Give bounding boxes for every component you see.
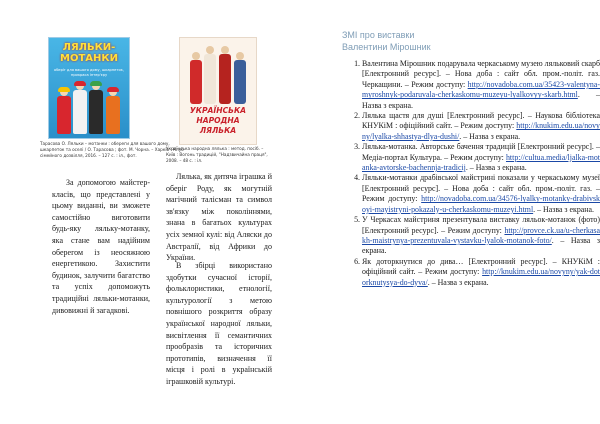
source-text: Валентина Мірошник подарувала черкаському музею ляльковий скарб [Електронний ресурс]. – Нова доба : сайт обл. пром.-політ. газ. Черкащини. – Режим доступу: xyxy=(362,59,600,89)
source-item xyxy=(362,111,600,142)
doll-illustration xyxy=(73,82,87,134)
source-link[interactable]: http://novadoba.com.ua/34576-lyalky-motanky-drabivskoyi-mayistryni-pokazaly-u-cherkaskomu-muzeyi.html xyxy=(362,194,600,214)
doll-illustration xyxy=(106,88,120,134)
book-annotation: В збірці використано здобутки сучасної історії, фольклористики, етнології, культурології з метою повнішого розкриття образу української народної ляльки, висвітлення її семантичних прообразів та історичних прототипів, визначення її місця і ролі в українській іграшковій культурі. xyxy=(166,261,272,386)
cover-title: УКРАЇНСЬКА НАРОДНА ЛЯЛЬКА xyxy=(189,106,247,135)
source-link[interactable]: http://novadoba.com.ua/35423-valentyna-myroshnyk-podaruvala-cherkaskomu-muzeyu-lyalkovyy-skarb.html xyxy=(362,79,600,100)
source-link[interactable]: http://provce.ck.ua/u-cherkasakh-maistrynya-prezentuvala-vystavku-lyalok-motanok-foto/ xyxy=(362,225,600,245)
source-item xyxy=(362,59,600,111)
source-item xyxy=(362,257,600,288)
book-cover-ukrainska-lyalka xyxy=(179,37,257,145)
source-item xyxy=(362,173,600,215)
book-caption: Українська народна лялька : метод. посіб. – Київ : Вогонь традицій, "Надзвичайна праця", 2008. – 48 с. : іл. xyxy=(166,146,268,163)
book-cover-lyalky-motanky xyxy=(48,37,130,139)
source-tail: . – Назва з екрана. xyxy=(533,204,594,214)
dolls-illustration xyxy=(190,44,246,104)
source-text: У Черкасах майстриня презентувала виставку ляльок-мотанок (фото) [Електронний ресурс]. – Режим доступу: xyxy=(362,215,600,235)
book-annotation: Лялька, як дитяча іграшка й оберіг Роду, як могутній магічний талісман та символ зв'язку між поколіннями, знана в багатьох культурах усіх земної кулі: від Аляски до Австралії, від Африки до України. xyxy=(166,172,272,263)
source-tail: . – Назва з екрана. xyxy=(362,235,600,256)
source-text: Як доторкнутися до дива… [Електронний ресурс]. – КНУКіМ : офіційний сайт. – Режим доступу: xyxy=(362,256,600,277)
source-tail: . – Назва з екрана. xyxy=(465,163,527,173)
source-item xyxy=(362,142,600,173)
book-annotation: За допомогою майстер-класів, що представлені у цьому виданні, ви зможете самостійно виготовити будь-яку ляльку-мотанку, яка стане вам надійним оберегом із неосяжною енергетикою. Захистити будинок, залучити багатство та успіх допоможуть традиційні ляльки-мотанки, дивовижні й загадкові. xyxy=(52,178,150,315)
doll-illustration xyxy=(57,88,71,134)
source-item xyxy=(362,215,600,257)
source-link[interactable]: http://cultua.media/ljalka-motanka-avtorske-bachennja-tradicij xyxy=(362,152,600,173)
source-text: Ляльки-мотанки драбівської майстрині показали у черкаському музеї [Електронний ресурс]. – Нова доба : сайт обл. пром.-політ. газ. – Режим доступу: xyxy=(362,173,600,204)
source-text: Лялька щастя для душі [Електронний ресурс]. – Наукова бібліотека КНУКіМ : офіційний сайт. – Режим доступу: xyxy=(362,111,600,131)
source-text: Лялька-мотанка. Авторське бачення традицій [Електронний ресурс]. – Медіа-портал Культура. – Режим доступу: xyxy=(362,142,600,162)
source-link[interactable]: http://knukim.edu.ua/novyny/lyalka-shhastya-dlya-dushi/ xyxy=(362,121,600,141)
source-link[interactable]: http://knukim.edu.ua/novyny/yak-dotorknutysya-do-dyva/ xyxy=(362,267,600,287)
doll-illustration xyxy=(89,82,103,134)
heading-line-1: ЗМІ про виставки xyxy=(342,30,415,40)
source-tail: . – Назва з екрана. xyxy=(427,277,489,287)
source-tail: . – Назва з екрана. xyxy=(362,90,600,110)
cover-title: ЛЯЛЬКИ-МОТАНКИ xyxy=(60,42,118,64)
book-caption: Тарасова О. Ляльки – мотанки : обереги для вашого дому, шкарпеток та оселі / О. Тарасова ; фот. М. Чорна. – Харків : Клуб сімейного дозвілля, 2016. – 127 с. : іл., фот. xyxy=(40,141,184,158)
heading-line-2: Валентини Мірошник xyxy=(342,41,431,52)
source-tail: . – Назва з екрана. xyxy=(459,131,521,141)
section-heading xyxy=(342,30,582,53)
sources-list xyxy=(347,59,600,288)
cover-subtitle: оберіг для вашого дому, шкарпеток, прикраса інтер'єру xyxy=(54,68,124,77)
